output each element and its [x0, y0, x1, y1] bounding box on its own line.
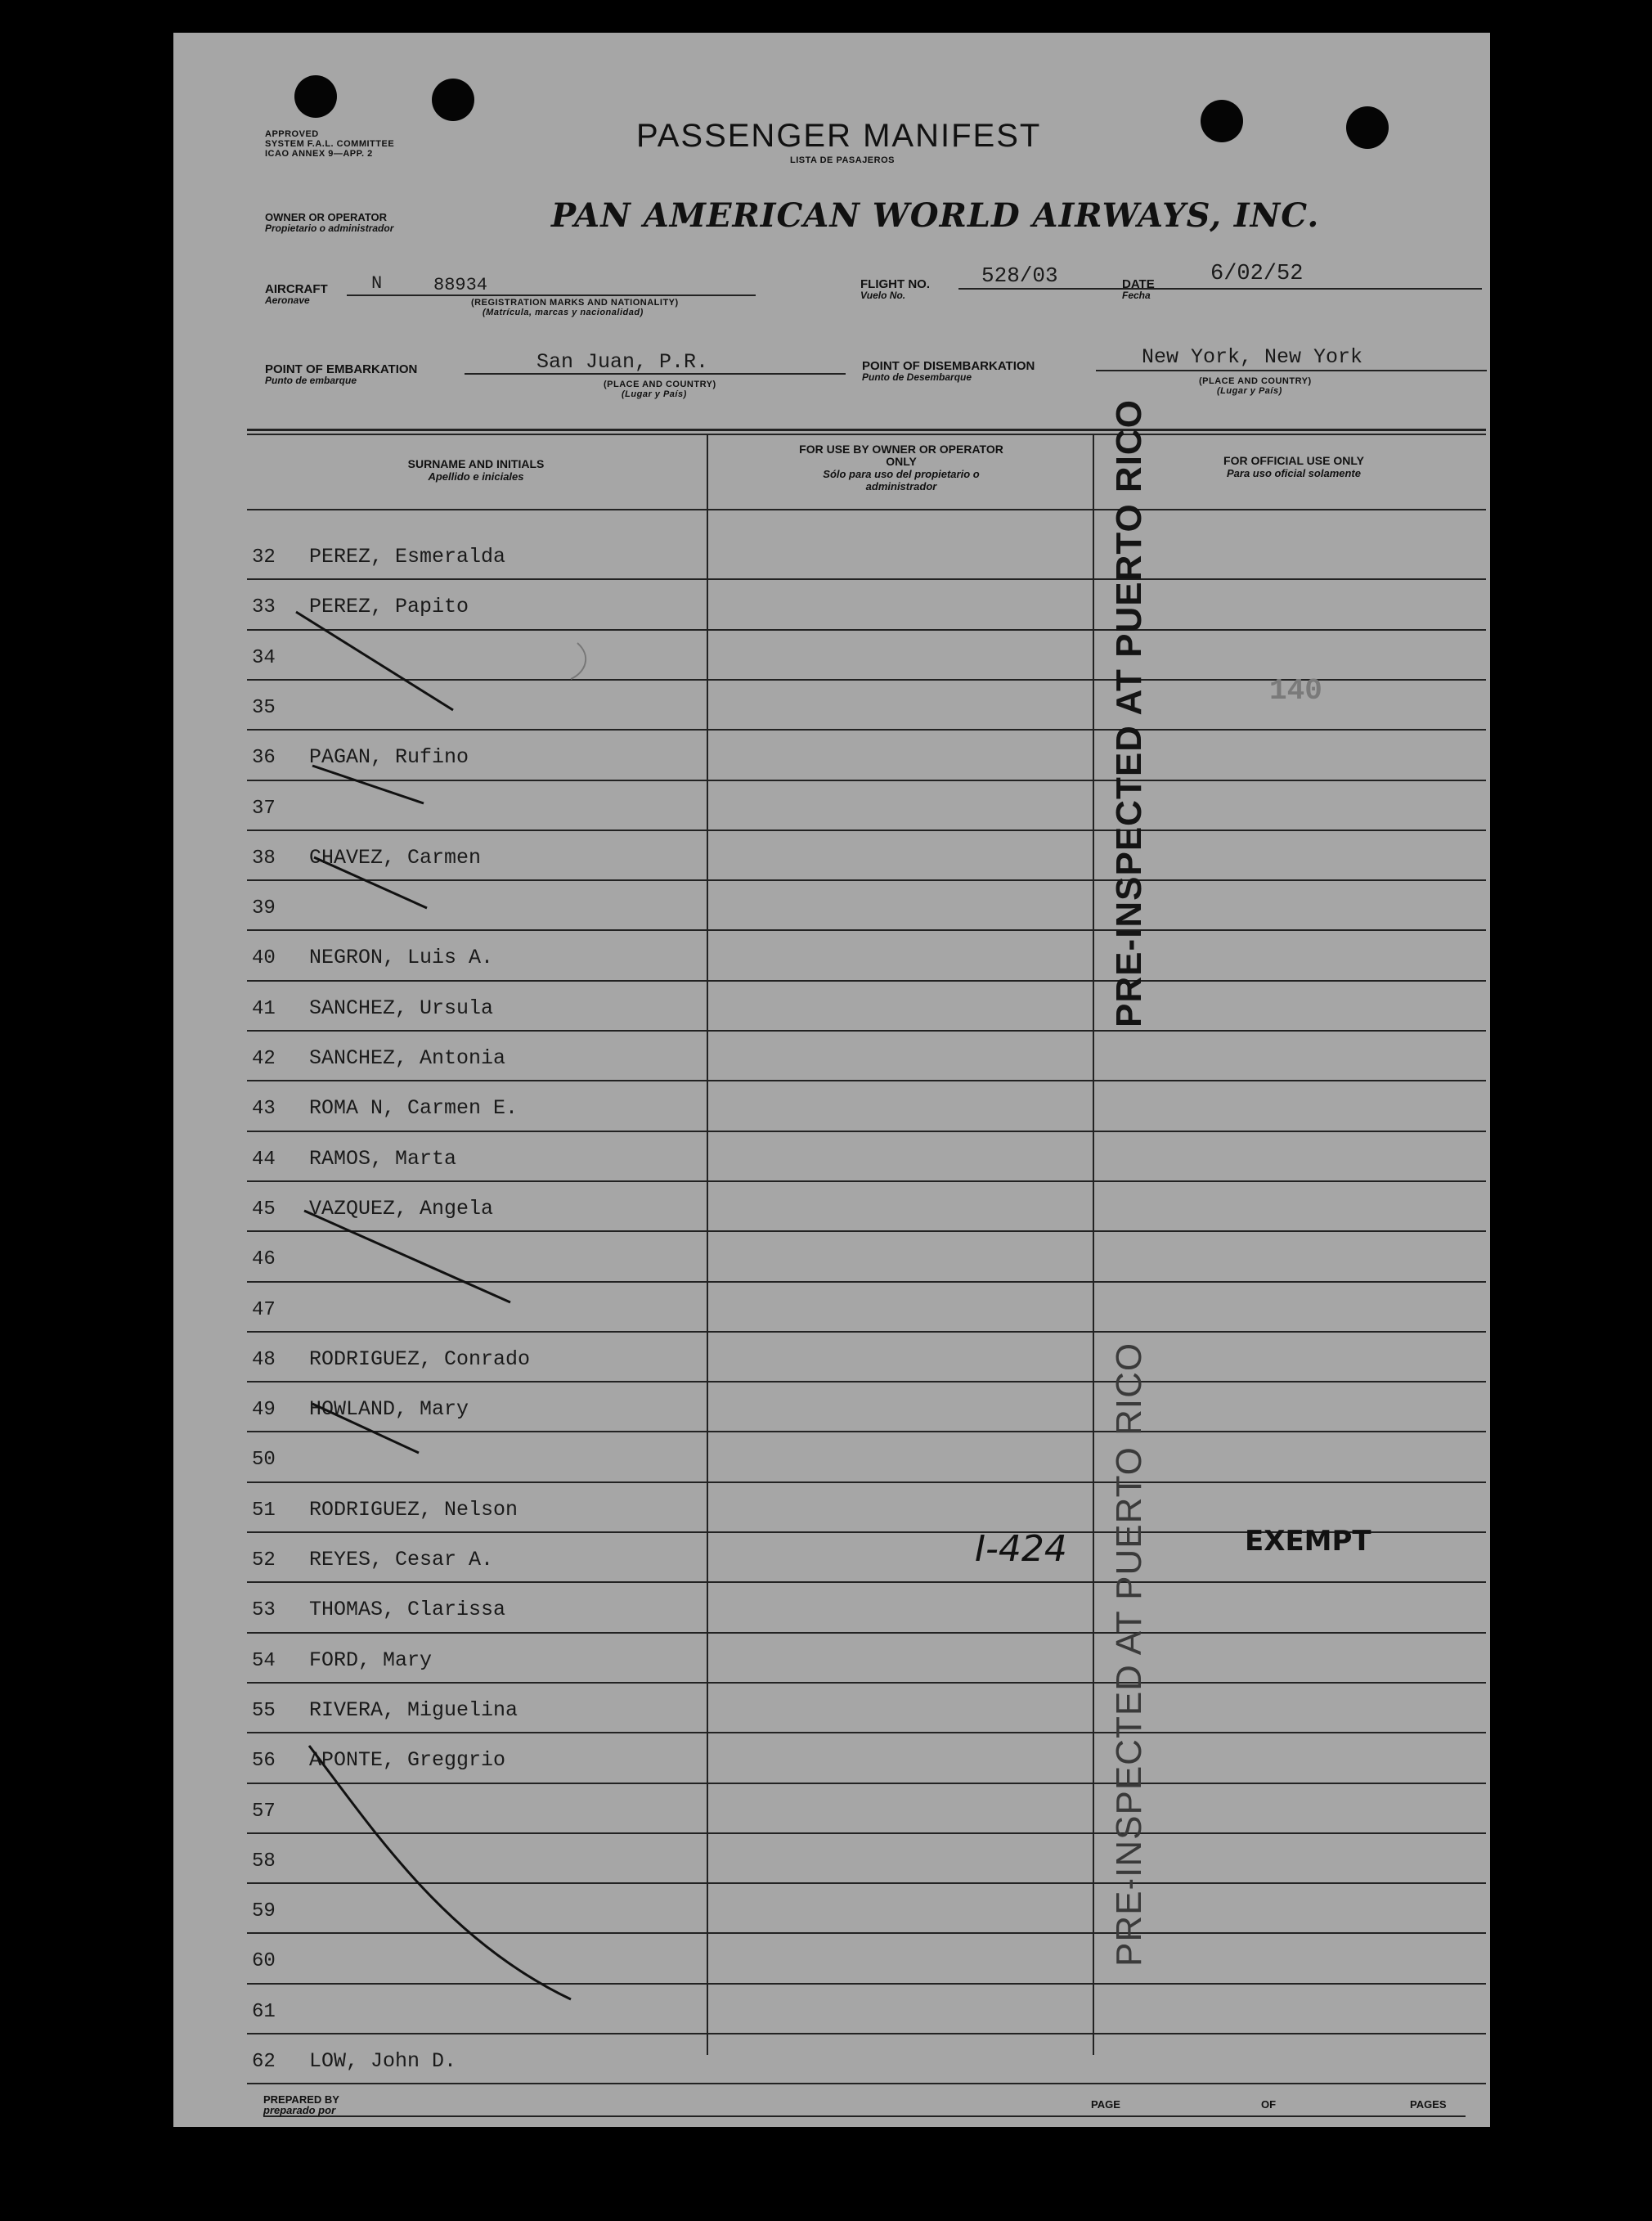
row-number: 44: [252, 1148, 276, 1171]
embark-place-note-es-text: (Lugar y País): [622, 389, 687, 399]
row-number: 62: [252, 2051, 276, 2073]
strike-line: [312, 766, 424, 803]
aircraft-prefix: N: [371, 273, 383, 294]
passenger-name: RAMOS, Marta: [309, 1146, 457, 1171]
aircraft-number: 88934: [433, 275, 488, 295]
date-label: DATE: [1122, 277, 1155, 291]
column-header-official-text: FOR OFFICIAL USE ONLY: [1223, 454, 1364, 467]
row-number: 57: [252, 1800, 276, 1823]
flight-label: FLIGHT NO.: [860, 277, 930, 291]
row-number: 39: [252, 897, 276, 920]
row-number: 34: [252, 646, 276, 669]
page-title-es: LISTA DE PASAJEROS: [790, 155, 895, 165]
number-140: 140: [1269, 674, 1322, 708]
manifest-page: [173, 33, 1490, 2127]
embark-value: San Juan, P.R.: [536, 350, 709, 374]
embark-label: POINT OF EMBARKATION: [265, 362, 418, 376]
disembark-value: New York, New York: [1142, 345, 1363, 369]
aircraft-label-es: Aeronave: [265, 294, 310, 306]
prepared-by-label: PREPARED BY: [263, 2093, 339, 2106]
passenger-name: SANCHEZ, Antonia: [309, 1046, 506, 1070]
row-number: 55: [252, 1699, 276, 1722]
row-number: 46: [252, 1248, 276, 1271]
row-number: 50: [252, 1449, 276, 1472]
owner-label-es: Propietario o administrador: [265, 223, 394, 234]
pen-mark: [571, 643, 586, 679]
passenger-name: THOMAS, Clarissa: [309, 1598, 506, 1622]
approved-line: ICAO ANNEX 9—APP. 2: [265, 149, 373, 159]
strike-marks: [173, 33, 1490, 2127]
row-number: 61: [252, 2000, 276, 2023]
page-label: PAGE: [1091, 2098, 1120, 2111]
row-number: 35: [252, 696, 276, 719]
approved-line: SYSTEM F.A.L. COMMITTEE: [265, 139, 395, 149]
passenger-name: CHAVEZ, Carmen: [309, 845, 482, 870]
prepared-by-label-es: preparado por: [263, 2104, 336, 2116]
date-value: 6/02/52: [1210, 262, 1304, 286]
passenger-name: RODRIGUEZ, Conrado: [309, 1347, 531, 1371]
row-number: 48: [252, 1348, 276, 1371]
row-number: 37: [252, 797, 276, 820]
column-header-operator-es: Sólo para uso del propietario o administrador: [823, 468, 980, 492]
footer-rule: [263, 2115, 1466, 2117]
row-number: 40: [252, 947, 276, 970]
strike-line: [309, 1746, 571, 1999]
row-number: 49: [252, 1399, 276, 1422]
row-number: 52: [252, 1549, 276, 1571]
disembark-place-note: (PLACE AND COUNTRY): [1199, 376, 1312, 386]
flight-label-es: Vuelo No.: [860, 290, 906, 301]
column-header-surname-es: Apellido e iniciales: [428, 470, 524, 483]
row-number: 60: [252, 1950, 276, 1973]
aircraft-note-es-text: (Matrícula, marcas y nacionalidad): [483, 308, 644, 317]
aircraft-note: (REGISTRATION MARKS AND NATIONALITY): [471, 298, 679, 308]
exempt-stamp: EXEMPT: [1245, 1525, 1371, 1558]
passenger-name: RODRIGUEZ, Nelson: [309, 1497, 518, 1522]
column-header-operator-text: FOR USE BY OWNER OR OPERATOR ONLY: [799, 443, 1003, 468]
strike-line: [296, 612, 453, 710]
passenger-name: NEGRON, Luis A.: [309, 946, 494, 970]
passenger-name: SANCHEZ, Ursula: [309, 996, 494, 1020]
preinspected-stamp-top: PRE-INSPECTED AT PUERTO RICO: [1109, 399, 1149, 1027]
row-number: 45: [252, 1198, 276, 1221]
row-number: 33: [252, 596, 276, 619]
strike-line: [312, 1404, 419, 1453]
strike-line: [304, 1211, 510, 1302]
passenger-name: APONTE, Greggrio: [309, 1748, 506, 1773]
flight-number: 528/03: [981, 263, 1058, 288]
embark-label-es: Punto de embarque: [265, 375, 357, 386]
row-number: 54: [252, 1649, 276, 1672]
owner-name: PAN AMERICAN WORLD AIRWAYS, INC.: [551, 196, 1320, 235]
disembark-label-es: Punto de Desembarque: [862, 371, 972, 383]
column-header-surname-text: SURNAME AND INITIALS: [407, 457, 545, 470]
row-number: 42: [252, 1048, 276, 1070]
strike-line: [314, 857, 427, 908]
row-number: 56: [252, 1750, 276, 1773]
approved-line: APPROVED: [265, 129, 319, 139]
page-title: PASSENGER MANIFEST: [636, 118, 1042, 154]
row-number: 47: [252, 1298, 276, 1321]
passenger-name: ROMA N, Carmen E.: [309, 1096, 518, 1121]
row-number: 41: [252, 997, 276, 1020]
passenger-name: VAZQUEZ, Angela: [309, 1196, 494, 1221]
row-number: 36: [252, 747, 276, 770]
row-number: 58: [252, 1850, 276, 1873]
row-number: 51: [252, 1499, 276, 1522]
row-number: 59: [252, 1900, 276, 1923]
passenger-name: RIVERA, Miguelina: [309, 1697, 518, 1722]
passenger-name: LOW, John D.: [309, 2049, 457, 2073]
row-number: 32: [252, 546, 276, 569]
preinspected-stamp-bottom: PRE-INSPECTED AT PUERTO RICO: [1109, 1342, 1149, 1967]
disembark-label: POINT OF DISEMBARKATION: [862, 359, 1035, 373]
passenger-name: PEREZ, Papito: [309, 595, 469, 619]
row-number: 43: [252, 1098, 276, 1121]
passenger-name: REYES, Cesar A.: [309, 1548, 494, 1571]
passenger-name: HOWLAND, Mary: [309, 1397, 469, 1422]
pages-label: PAGES: [1410, 2098, 1447, 2111]
passenger-name: FORD, Mary: [309, 1648, 433, 1672]
row-number: 38: [252, 847, 276, 870]
passenger-name: PAGAN, Rufino: [309, 745, 469, 770]
row-number: 53: [252, 1599, 276, 1622]
aircraft-label: AIRCRAFT: [265, 282, 328, 296]
handwritten-code: I-424: [975, 1528, 1067, 1570]
embark-place-note: (PLACE AND COUNTRY): [604, 380, 716, 389]
passenger-name: PEREZ, Esmeralda: [309, 545, 506, 569]
prepared-by-block: [263, 2094, 339, 2115]
column-header-official-es: Para uso oficial solamente: [1226, 467, 1361, 479]
owner-label: OWNER OR OPERATOR: [265, 211, 388, 223]
date-label-es: Fecha: [1122, 290, 1151, 301]
of-label: OF: [1261, 2098, 1277, 2111]
disembark-place-note-es-text: (Lugar y País): [1217, 386, 1282, 396]
